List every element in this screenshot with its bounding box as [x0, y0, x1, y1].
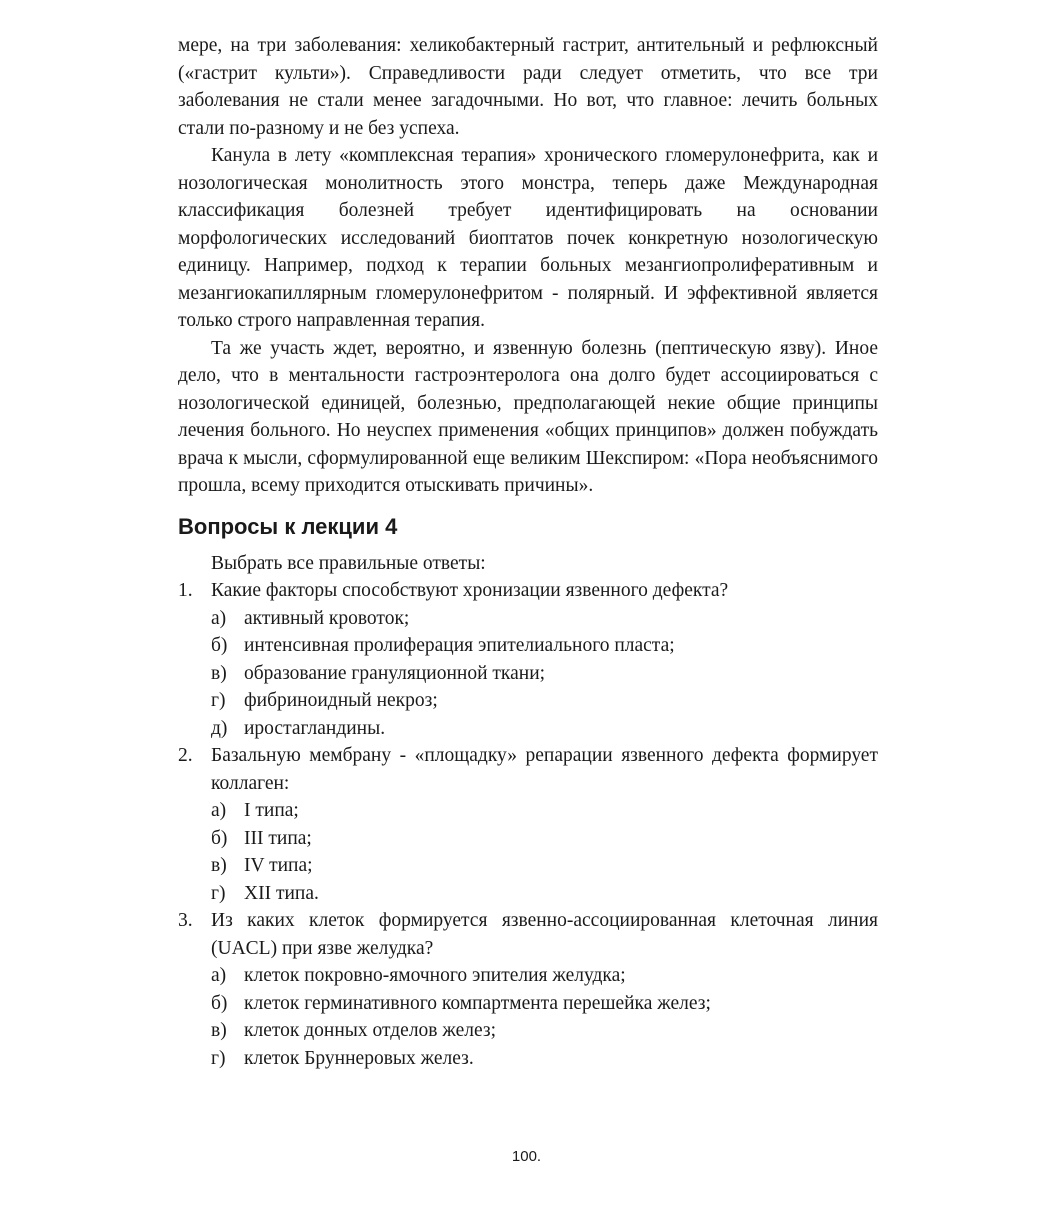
- option-letter: г): [211, 882, 226, 904]
- option-text: интенсивная пролиферация эпителиального пласта;: [244, 635, 675, 656]
- option-letter: в): [211, 662, 227, 684]
- option-letter: в): [211, 1020, 227, 1041]
- answer-option: [211, 797, 878, 825]
- answer-option: [211, 880, 878, 908]
- option-letter: б): [211, 827, 228, 849]
- answer-option: [211, 687, 878, 715]
- option-text: образование грануляционной ткани;: [244, 662, 546, 684]
- option-text: I типа;: [244, 800, 299, 821]
- option-text: XII типа.: [244, 882, 319, 904]
- option-letter: б): [211, 992, 228, 1014]
- option-letter: в): [211, 855, 227, 876]
- answer-option: [211, 825, 878, 853]
- answer-option: [211, 1017, 878, 1045]
- option-text: клеток донных отделов желез;: [244, 1020, 497, 1041]
- option-text: III типа;: [244, 827, 312, 849]
- option-letter: а): [211, 800, 227, 821]
- answer-option: [211, 632, 878, 660]
- option-text: иростагландины.: [244, 717, 386, 739]
- option-letter: г): [211, 690, 226, 711]
- answer-option: [211, 660, 878, 688]
- question-item: [178, 577, 878, 742]
- question-number: 2.: [178, 745, 193, 766]
- question-text: Из каких клеток формируется язвенно-ассоциированная клеточная линия (UACL) при язве желудка?: [211, 910, 878, 959]
- answer-option: [211, 605, 878, 633]
- option-list: [211, 797, 878, 907]
- option-letter: б): [211, 635, 228, 656]
- body-paragraph: Канула в лету «комплексная терапия» хронического гломерулонефрита, как и нозологическая монолитность этого монстра, теперь даже Международная классификация болезней требует идентифицировать на основании морфологических исследований биоптатов почек конкретную нозологическую единицу. Например, подход к терапии больных мезангиопролиферативным и мезангиокапиллярным гломерулонефритом - полярный. И эффективной является только строго направленная терапия.: [178, 145, 878, 331]
- question-number: 1.: [178, 580, 193, 601]
- body-paragraph: Та же участь ждет, вероятно, и язвенную болезнь (пептическую язву). Иное дело, что в ментальности гастроэнтеролога она долго будет ассоциироваться с нозологической единицей, болезнью, предполагающей некие общие принципы лечения больного. Но неуспех применения «общих принципов» должен побуждать врача к мысли, сформулированной еще великим Шекспиром: «Пора необъяснимого прошла, всему приходится отыскивать причины».: [178, 337, 878, 496]
- option-list: [211, 962, 878, 1072]
- option-list: [211, 605, 878, 743]
- answer-option: [211, 715, 878, 743]
- answer-option: [211, 852, 878, 880]
- answer-option: [211, 990, 878, 1018]
- option-text: клеток герминативного компартмента перешейка желез;: [244, 992, 711, 1014]
- question-number: 3.: [178, 910, 193, 931]
- answer-option: [211, 1045, 878, 1073]
- answer-option: [211, 962, 878, 990]
- page-content: [178, 32, 878, 1072]
- section-title: Вопросы к лекции 4: [178, 513, 398, 539]
- option-text: активный кровоток;: [244, 607, 410, 629]
- option-text: клеток Бруннеровых желез.: [244, 1047, 474, 1069]
- instruction-text: Выбрать все правильные ответы:: [211, 552, 486, 574]
- option-letter: а): [211, 607, 227, 629]
- question-item: [178, 742, 878, 907]
- page-number: 100.: [511, 1148, 542, 1165]
- question-item: [178, 907, 878, 1072]
- option-letter: а): [211, 965, 227, 986]
- option-text: IV типа;: [244, 855, 313, 876]
- option-letter: д): [211, 717, 228, 739]
- option-text: фибриноидный некроз;: [244, 690, 438, 711]
- body-paragraph: мере, на три заболевания: хеликобактерный гастрит, антительный и рефлюксный («гастрит культи»). Справедливости ради следует отметить, что все три заболевания не стали менее загадочными. Но вот, что главное: лечить больных стали по-разному и не без успеха.: [178, 35, 878, 139]
- option-letter: г): [211, 1047, 226, 1069]
- question-list: [178, 577, 878, 1072]
- question-text: Базальную мембрану - «площадку» репарации язвенного дефекта формирует коллаген:: [211, 745, 878, 794]
- option-text: клеток покровно-ямочного эпителия желудка;: [244, 965, 626, 986]
- question-text: Какие факторы способствуют хронизации язвенного дефекта?: [211, 580, 729, 601]
